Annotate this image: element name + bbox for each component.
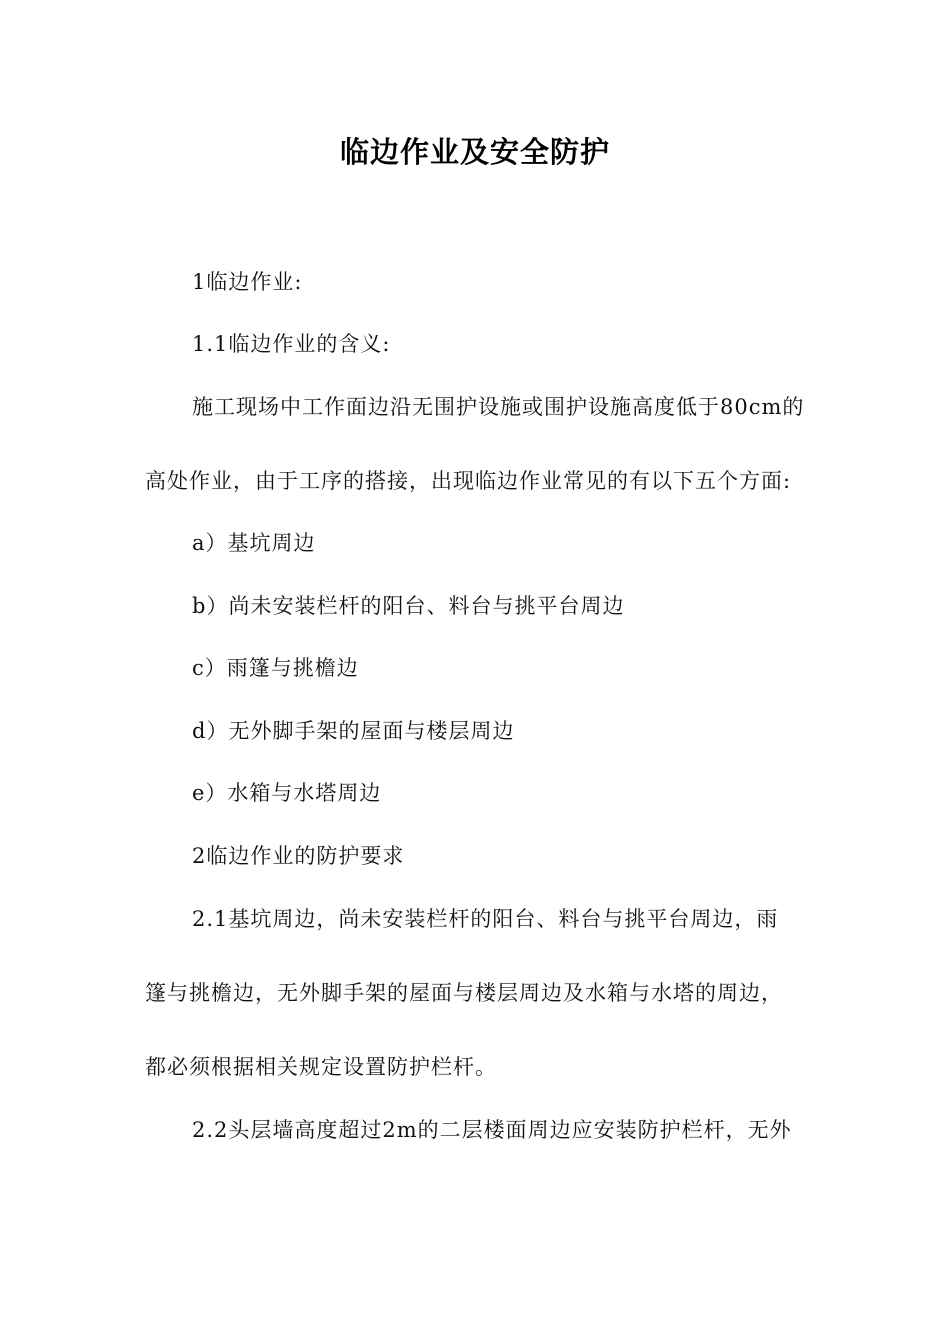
heading-1: 1临边作业:: [192, 270, 303, 294]
list-item-e: e）水箱与水塔周边: [192, 781, 382, 805]
list-item-b: b）尚未安装栏杆的阳台、料台与挑平台周边: [192, 594, 625, 618]
paragraph-line: 高处作业，由于工序的搭接，出现临边作业常见的有以下五个方面:: [145, 469, 792, 493]
document-title: 临边作业及安全防护: [339, 135, 610, 169]
paragraph-line: 都必须根据相关规定设置防护栏杆。: [145, 1055, 497, 1079]
paragraph-line: 2.1基坑周边，尚未安装栏杆的阳台、料台与挑平台周边，雨: [192, 907, 779, 931]
list-item-d: d）无外脚手架的屋面与楼层周边: [192, 719, 515, 743]
paragraph-line: 篷与挑檐边，无外脚手架的屋面与楼层周边及水箱与水塔的周边，: [145, 981, 783, 1005]
list-item-c: c）雨篷与挑檐边: [192, 656, 359, 680]
list-item-a: a）基坑周边: [192, 531, 316, 555]
heading-1-1: 1.1临边作业的含义:: [192, 332, 391, 356]
paragraph-line: 施工现场中工作面边沿无围护设施或围护设施高度低于80cm的: [192, 395, 805, 419]
paragraph-line: 2.2头层墙高度超过2m的二层楼面周边应安装防护栏杆，无外: [192, 1118, 792, 1142]
heading-2: 2临边作业的防护要求: [192, 844, 405, 868]
